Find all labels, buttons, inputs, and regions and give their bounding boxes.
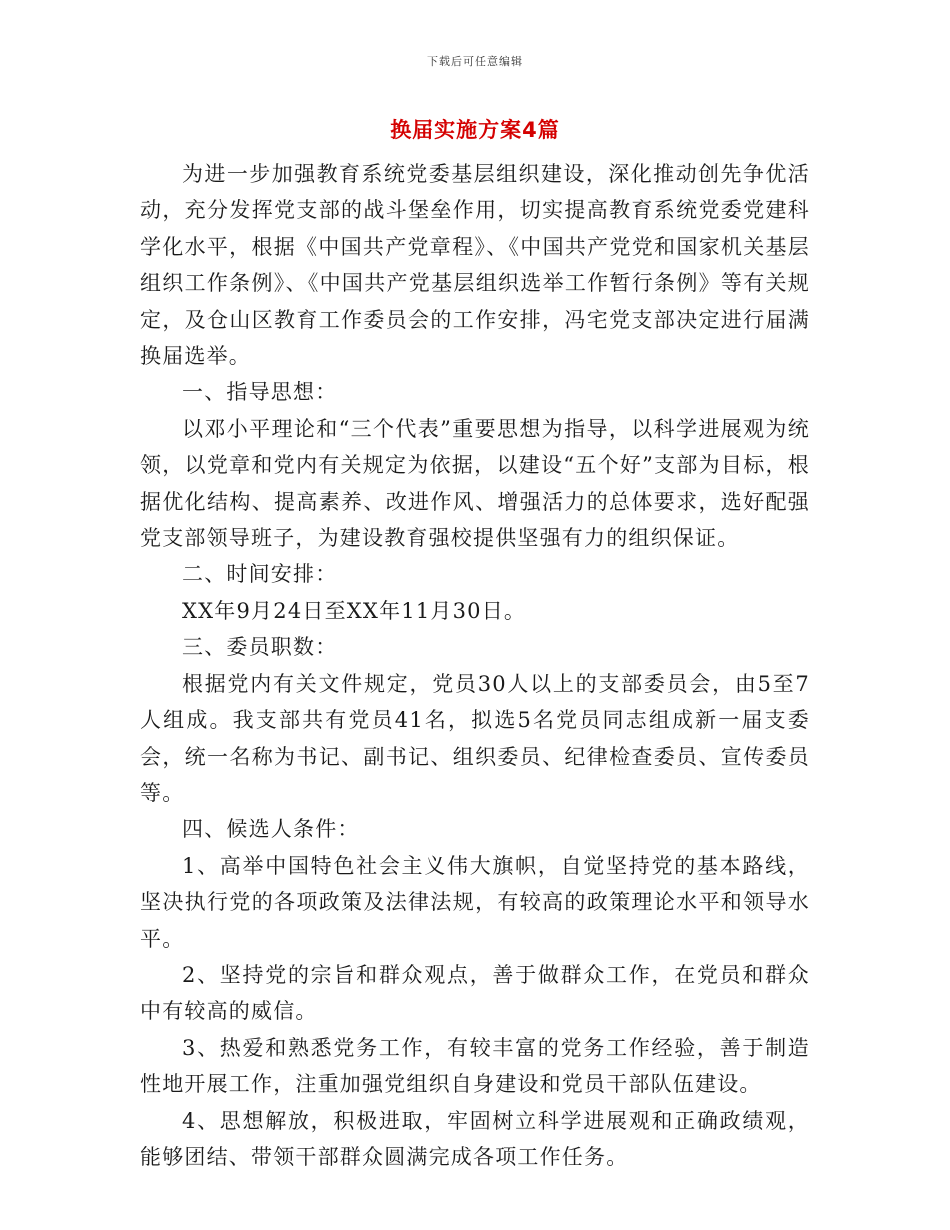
paragraph-committee-size: 根据党内有关文件规定，党员30人以上的支部委员会，由5至7人组成。我支部共有党员41名，拟选5名党员同志组成新一届支委会，统一名称为书记、副书记、组织委员、纪律检查委员、宣传委员等。 (140, 671, 810, 805)
document-body (140, 156, 810, 1175)
list-item-condition-3: 3、热爱和熟悉党务工作，有较丰富的党务工作经验，善于制造性地开展工作，注重加强党组织自身建设和党员干部队伍建设。 (140, 1035, 810, 1097)
section-heading-candidate-conditions: 四、候选人条件： (182, 817, 360, 842)
header-note: 下载后可任意编辑 (427, 55, 523, 68)
list-item-condition-1: 1、高举中国特色社会主义伟大旗帜，自觉坚持党的基本路线，坚决执行党的各项政策及法律法规，有较高的政策理论水平和领导水平。 (140, 853, 810, 951)
list-item-condition-4: 4、思想解放，积极进取，牢固树立科学进展观和正确政绩观，能够团结、带领干部群众圆满完成各项工作任务。 (140, 1108, 810, 1169)
paragraph-guiding-ideology: 以邓小平理论和“三个代表”重要思想为指导，以科学进展观为统领，以党章和党内有关规定为依据，以建设“五个好”支部为目标，根据优化结构、提高素养、改进作风、增强活力的总体要求，选好配强党支部领导班子，为建设教育强校提供坚强有力的组织保证。 (140, 416, 810, 551)
paragraph-schedule: XX年9月24日至XX年11月30日。 (182, 598, 527, 623)
paragraph-intro: 为进一步加强教育系统党委基层组织建设，深化推动创先争优活动，充分发挥党支部的战斗堡垒作用，切实提高教育系统党委党建科学化水平，根据《中国共产党章程》、《中国共产党党和国家机关基层组织工作条例》、《中国共产党基层组织选举工作暂行条例》等有关规定，及仓山区教育工作委员会的工作安排，冯宅党支部决定进行届满换届选举。 (140, 162, 810, 369)
section-heading-schedule: 二、时间安排： (182, 562, 338, 587)
list-item-condition-2: 2、坚持党的宗旨和群众观点，善于做群众工作，在党员和群众中有较高的威信。 (140, 962, 810, 1024)
document-title: 换届实施方案4篇 (390, 118, 560, 142)
section-heading-guiding-ideology: 一、指导思想： (182, 380, 338, 405)
section-heading-committee-size: 三、委员职数： (182, 635, 338, 660)
